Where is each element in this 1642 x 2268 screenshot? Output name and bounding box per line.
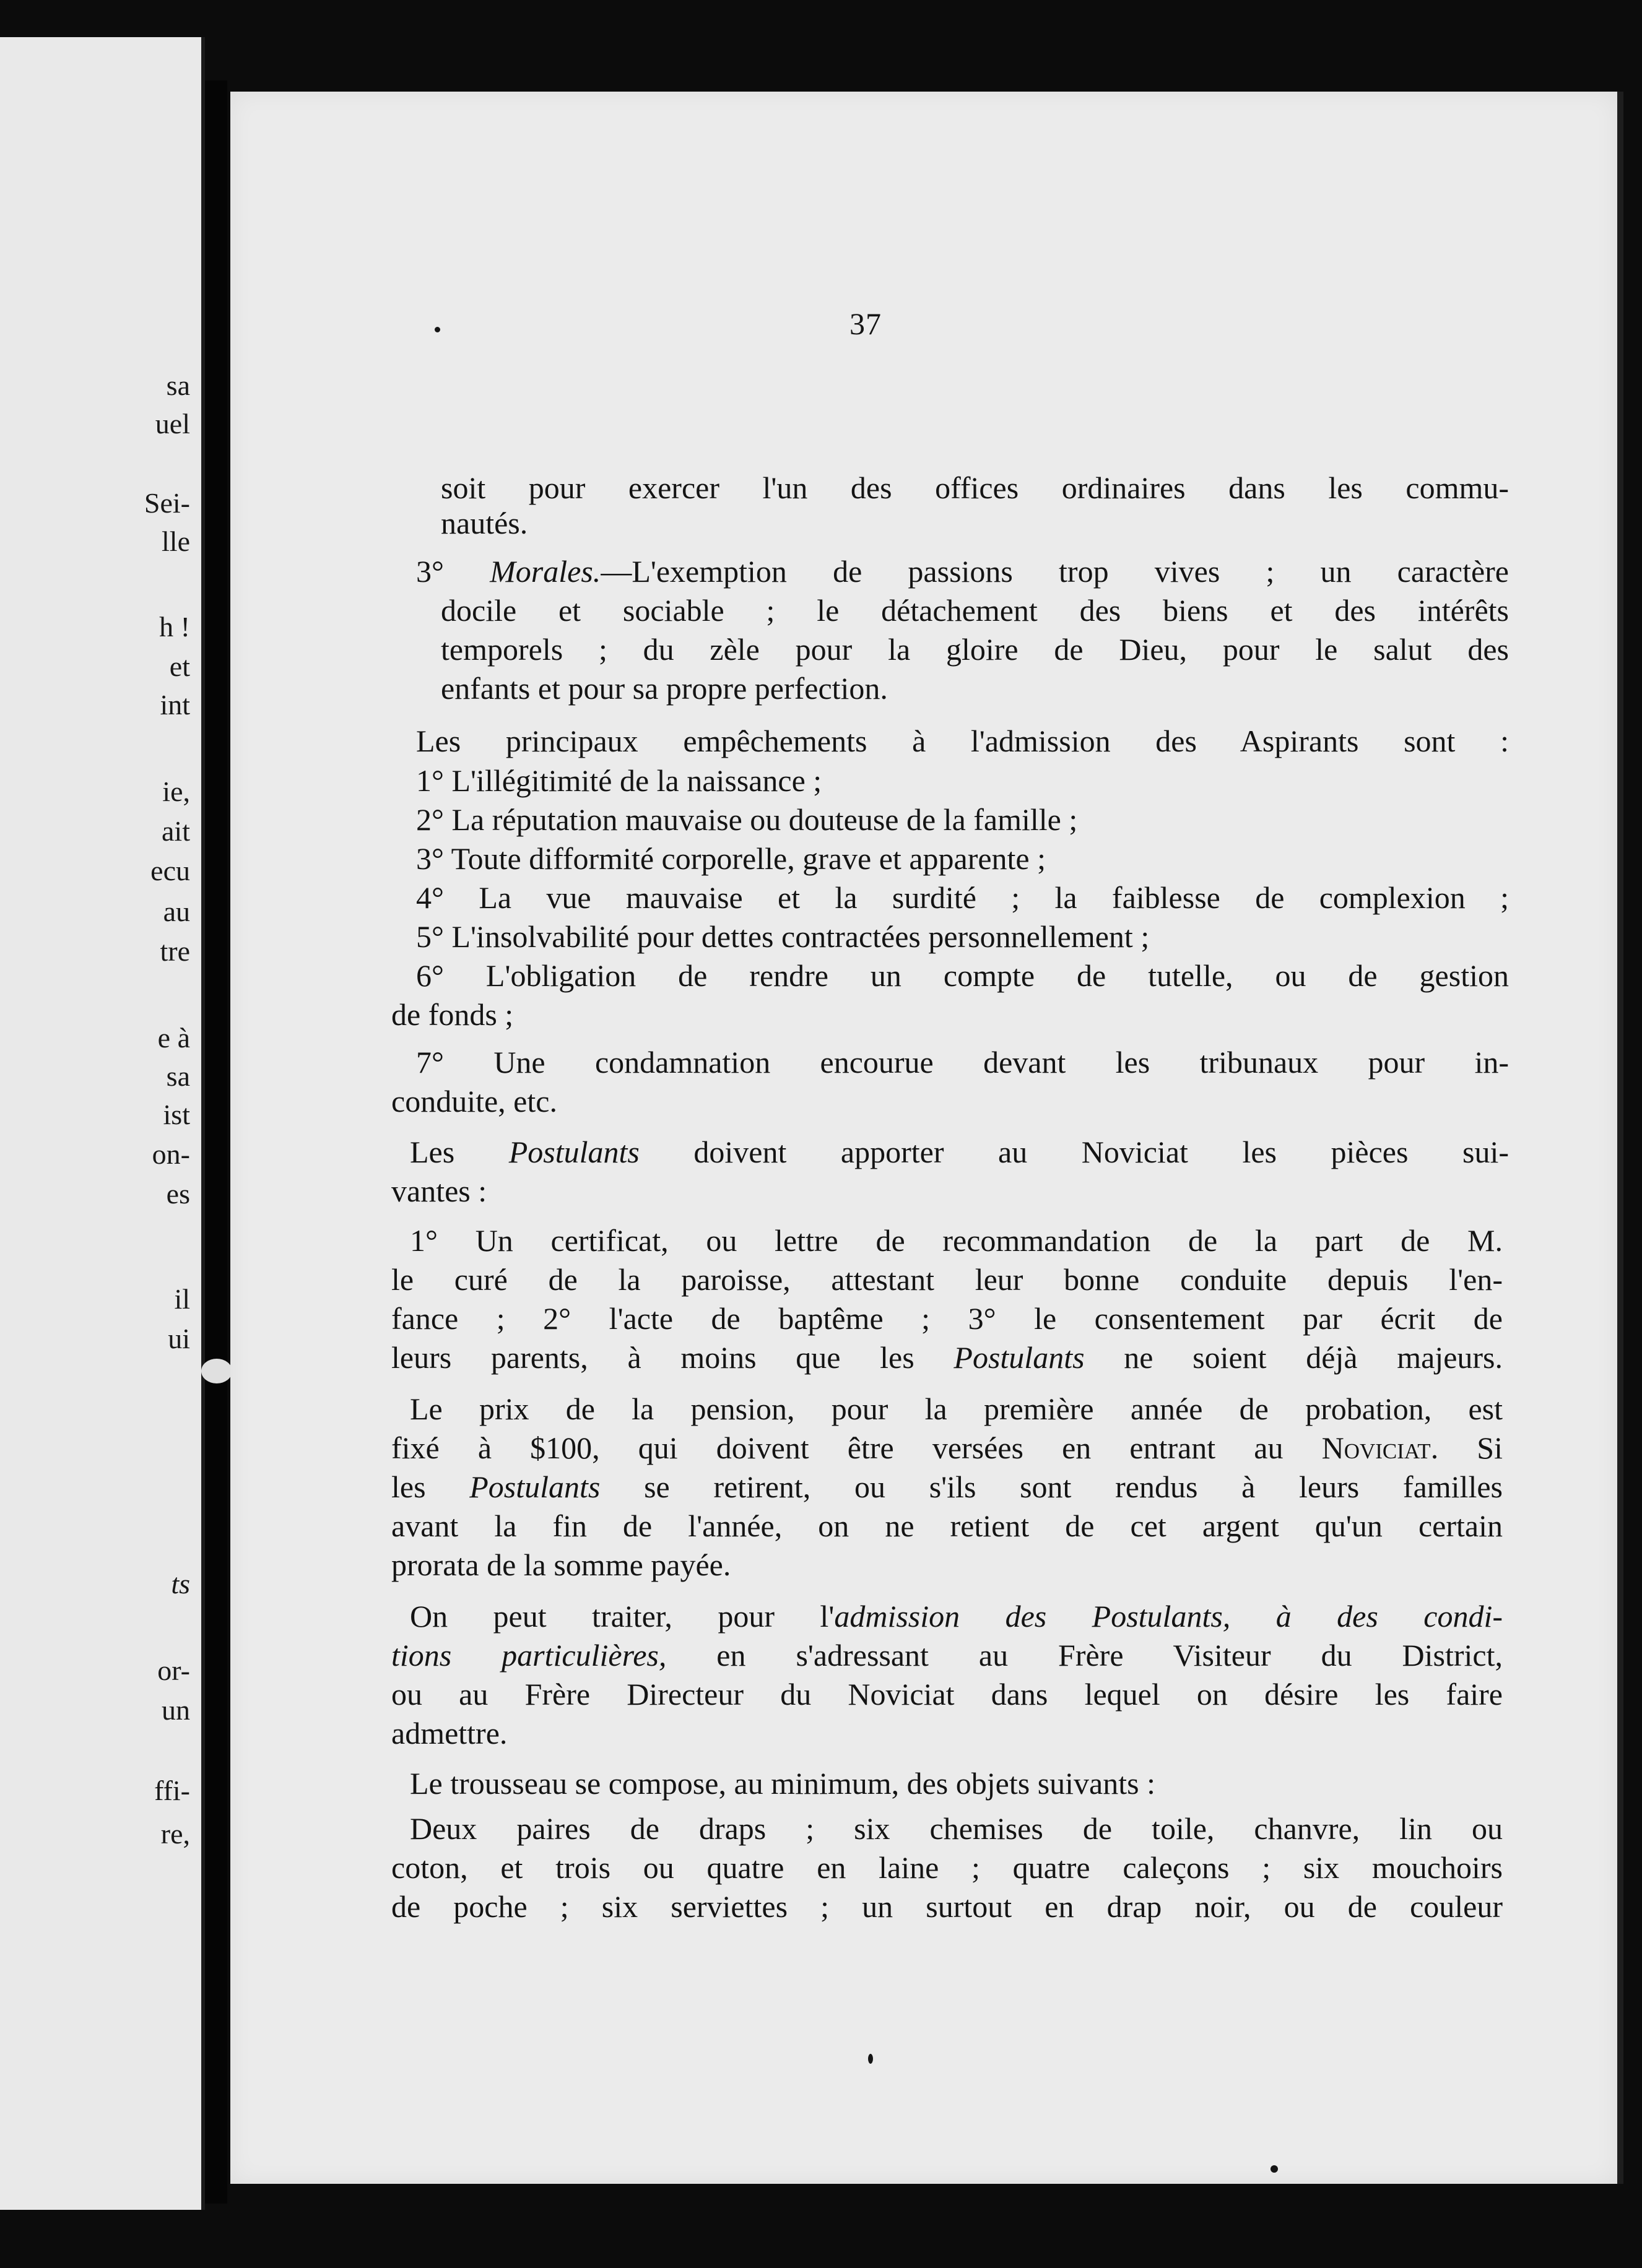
page-number: 37 <box>849 306 882 341</box>
text-line: conduite, etc. <box>391 1084 557 1119</box>
margin-fragment: ist <box>163 1099 190 1130</box>
text-line: 1° L'illégitimité de la naissance ; <box>416 763 822 798</box>
text-line: 4° La vue mauvaise et la surdité ; la faiblesse de complexion ; <box>416 880 1509 915</box>
text-line: On peut traiter, pour l'admission des Postulants, à des condi- <box>410 1599 1503 1634</box>
text-line: 6° L'obligation de rendre un compte de tutelle, ou de gestion <box>416 958 1509 993</box>
text-line: 3° Toute difformité corporelle, grave et apparente ; <box>416 841 1046 876</box>
text-line: vantes : <box>391 1174 487 1208</box>
margin-fragment: ts <box>171 1568 190 1599</box>
text-line: coton, et trois ou quatre en laine ; quatre caleçons ; six mouchoirs <box>391 1850 1503 1885</box>
margin-fragment: ui <box>168 1323 190 1354</box>
text-line: 1° Un certificat, ou lettre de recommandation de la part de M. <box>410 1223 1503 1258</box>
text-line: ou au Frère Directeur du Noviciat dans lequel on désire les faire <box>391 1677 1503 1712</box>
margin-fragment: uel <box>155 408 190 439</box>
book-gutter <box>205 80 227 2204</box>
margin-fragment: il <box>174 1283 190 1315</box>
margin-fragment: es <box>166 1178 190 1210</box>
margin-fragment: Sei- <box>144 487 190 519</box>
margin-fragment: or- <box>157 1655 190 1686</box>
text-line: de poche ; six serviettes ; un surtout en drap noir, ou de couleur <box>391 1889 1503 1924</box>
text-line: les Postulants se retirent, ou s'ils sont rendus à leurs familles <box>391 1469 1503 1504</box>
text-line: 5° L'insolvabilité pour dettes contractées personnellement ; <box>416 919 1150 954</box>
text-line: fixé à $100, qui doivent être versées en entrant au Noviciat. Si <box>391 1430 1503 1465</box>
text-line: tions particulières, en s'adressant au Frère Visiteur du District, <box>391 1638 1503 1673</box>
text-line: 2° La réputation mauvaise ou douteuse de la famille ; <box>416 802 1078 837</box>
margin-fragment: et <box>169 651 190 682</box>
ink-speck <box>868 2054 873 2064</box>
margin-fragment: h ! <box>159 611 190 643</box>
ink-speck <box>1271 2165 1278 2173</box>
text-line: Les Postulants doivent apporter au Noviciat les pièces sui- <box>410 1135 1509 1169</box>
text-line: Deux paires de draps ; six chemises de toile, chanvre, lin ou <box>410 1811 1503 1846</box>
margin-fragment: lle <box>162 526 190 557</box>
text-line: nautés. <box>441 506 528 540</box>
text-line: Le prix de la pension, pour la première année de probation, est <box>410 1392 1503 1426</box>
text-line: 3° Morales.—L'exemption de passions trop vives ; un caractère <box>416 554 1509 589</box>
margin-fragment: int <box>160 689 190 721</box>
text-line: soit pour exercer l'un des offices ordinaires dans les commu- <box>441 470 1509 505</box>
text-line: enfants et pour sa propre perfection. <box>441 671 888 706</box>
margin-fragment: ecu <box>150 855 190 886</box>
margin-fragment: sa <box>166 1060 190 1092</box>
margin-fragment: tre <box>160 935 190 967</box>
margin-fragment: au <box>163 896 190 927</box>
book-page <box>230 92 1623 2184</box>
text-line: de fonds ; <box>391 997 514 1032</box>
text-line: docile et sociable ; le détachement des biens et des intérêts <box>441 593 1509 628</box>
margin-fragment: ait <box>162 815 190 847</box>
text-line: 7° Une condamnation encourue devant les tribunaux pour in- <box>416 1045 1509 1080</box>
margin-fragment: ie, <box>162 776 190 807</box>
text-line: Les principaux empêchements à l'admission des Aspirants sont : <box>416 724 1509 758</box>
text-line: admettre. <box>391 1716 508 1751</box>
binding-mark <box>201 1359 232 1383</box>
margin-fragment: sa <box>166 370 190 401</box>
margin-fragment: on- <box>152 1138 190 1170</box>
previous-page-edge <box>0 37 205 2210</box>
margin-fragment: un <box>162 1694 190 1726</box>
margin-fragment: e à <box>157 1022 190 1054</box>
margin-fragment: ffi- <box>154 1775 190 1806</box>
text-line: Le trousseau se compose, au minimum, des objets suivants : <box>410 1766 1155 1801</box>
margin-fragment: re, <box>160 1818 190 1850</box>
text-line: prorata de la somme payée. <box>391 1547 731 1582</box>
text-line: fance ; 2° l'acte de baptême ; 3° le consentement par écrit de <box>391 1301 1503 1336</box>
ink-speck <box>435 327 440 332</box>
text-line: le curé de la paroisse, attestant leur bonne conduite depuis l'en- <box>391 1262 1503 1297</box>
text-line: avant la fin de l'année, on ne retient de cet argent qu'un certain <box>391 1508 1503 1543</box>
text-line: leurs parents, à moins que les Postulants ne soient déjà majeurs. <box>391 1340 1503 1375</box>
text-line: temporels ; du zèle pour la gloire de Dieu, pour le salut des <box>441 632 1509 667</box>
